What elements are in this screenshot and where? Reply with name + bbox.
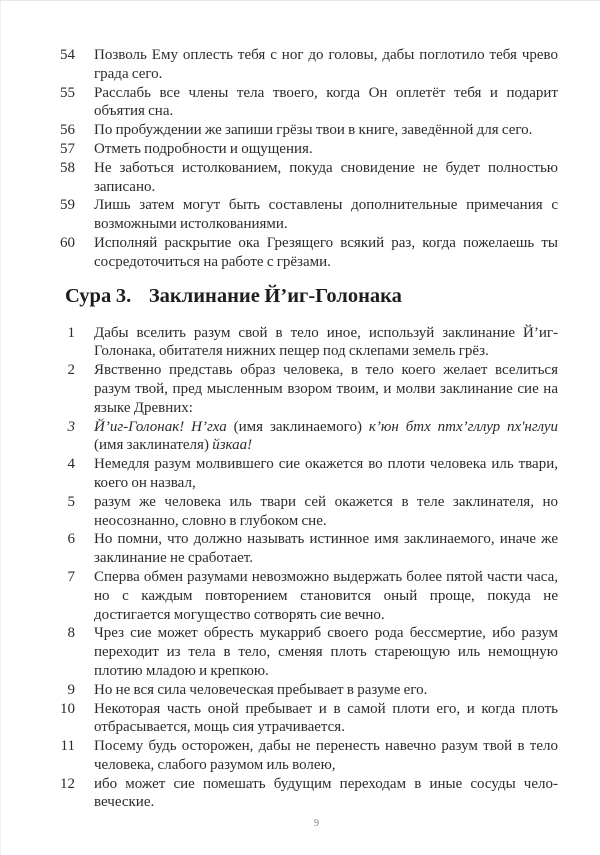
verse-number: 8 — [67, 625, 75, 642]
verse-number: 6 — [67, 531, 75, 548]
verse-text: Не заботься истолкованием, покуда сновидение не будет полностью записано. — [94, 159, 558, 195]
verse-text: Некоторая часть оной пребывает и в самой плоти его, и когда плоть отбрасывается, мощь сия утрачивается. — [94, 700, 558, 736]
verse-text: разум же человека иль твари сей окажется в теле заклинателя, но неосознанно, словно в глубоком сне. — [94, 493, 558, 529]
incantation-segment: йзкаа! — [212, 437, 253, 454]
verse-11 — [42, 737, 558, 775]
verse-58 — [42, 159, 558, 197]
verse-1 — [42, 324, 558, 362]
verse-text-incantation — [94, 418, 558, 456]
section-heading — [65, 284, 558, 308]
verse-7 — [42, 568, 558, 624]
page-content — [42, 46, 558, 812]
verse-number: 9 — [67, 681, 75, 698]
verse-6 — [42, 530, 558, 568]
page-number: 9 — [314, 818, 319, 829]
verse-59 — [42, 196, 558, 234]
verse-60 — [42, 234, 558, 272]
verse-text: Позволь Ему оплесть тебя с ног до головы, дабы поглотило тебя чрево града сего. — [94, 47, 558, 82]
verse-5 — [42, 493, 558, 531]
verse-9 — [42, 681, 558, 700]
verse-text: Исполняй раскрытие ока Грезящего всякий раз, когда пожелаешь ты сосредоточиться на работе с грёзами. — [94, 234, 558, 270]
sura-number-label: Сура 3. — [65, 284, 132, 307]
verse-number: 56 — [60, 122, 75, 139]
verse-text: ибо может сие помешать будущим переходам в иные сосуды человеческие. — [94, 775, 558, 811]
verse-number: 4 — [67, 456, 75, 473]
verse-number: 57 — [60, 140, 75, 157]
verse-number: 10 — [60, 700, 75, 717]
verse-3-incantation — [42, 418, 558, 456]
verse-57 — [42, 140, 558, 159]
verse-number: 12 — [60, 775, 75, 792]
verse-text: Расслабь все члены тела твоего, когда Он оплетёт тебя и подарит объятия сна. — [94, 84, 558, 120]
verse-number: 7 — [67, 568, 75, 585]
verse-8 — [42, 624, 558, 680]
verse-4 — [42, 455, 558, 493]
incantation-segment: к’юн бтх птх’гллур пх'нглуи — [368, 418, 559, 435]
verse-text: По пробуждении же запиши грёзы твои в книге, заведённой для сего. — [94, 122, 533, 139]
verse-text: Дабы вселить разум свой в тело иное, используй заклинание Й’иг-Голонака, обитателя нижних пещер под склепами земель грёз. — [94, 324, 558, 360]
verse-number: 2 — [67, 362, 75, 379]
verse-number: 54 — [60, 47, 75, 63]
incantation-segment: Й’иг-Голонак! Н’гха — [94, 418, 234, 435]
verse-text: Лишь затем могут быть составлены дополнительные примечания с возможными истолкованиями. — [94, 197, 558, 233]
verse-number: 1 — [67, 324, 75, 341]
verse-12 — [42, 775, 558, 813]
verse-number: 58 — [60, 159, 75, 176]
verse-number: 11 — [60, 738, 75, 755]
verse-number: 3 — [67, 418, 75, 435]
verse-text: Но помни, что должно называть истинное имя заклинаемого, иначе же заклинание не сработает. — [94, 531, 558, 567]
sura-title: Заклинание Й’иг-Голонака — [148, 284, 402, 307]
incantation-note: (имя заклинателя) — [94, 437, 213, 454]
verse-number: 59 — [60, 197, 75, 214]
incantation-note: (имя заклинаемого) — [233, 418, 369, 435]
verse-number: 5 — [67, 493, 75, 510]
verse-10 — [42, 700, 558, 738]
verse-text: Сперва обмен разумами невозможно выдержать более пятой части часа, но с каждым повторением становится оный проще, покуда не достигается могущество сотворять сие вечно. — [94, 568, 558, 623]
verse-54 — [42, 46, 558, 84]
verse-number: 60 — [60, 234, 75, 251]
verse-55 — [42, 84, 558, 122]
verse-56 — [42, 121, 558, 140]
verse-text: Но не вся сила человеческая пребывает в разуме его. — [94, 681, 428, 698]
verse-text: Чрез сие может обресть мукарриб своего рода бессмертие, ибо разум переходит из тела в тело, сменяя плоть стареющую иль немощную плотию младою и крепкою. — [94, 625, 558, 679]
verse-text: Отметь подробности и ощущения. — [94, 140, 313, 157]
verse-number: 55 — [60, 84, 75, 101]
verse-text: Явственно представь образ человека, в тело коего желает вселиться разум твой, пред мысленным взором твоим, и молви заклинание сие на языке Древних: — [94, 362, 558, 416]
verse-text: Немедля разум молвившего сие окажется во плоти человека иль твари, коего он назвал, — [94, 456, 558, 491]
verse-2 — [42, 361, 558, 417]
verse-text: Посему будь осторожен, дабы не перенесть навечно разум твой в тело человека, слабого разумом иль волею, — [94, 738, 558, 773]
